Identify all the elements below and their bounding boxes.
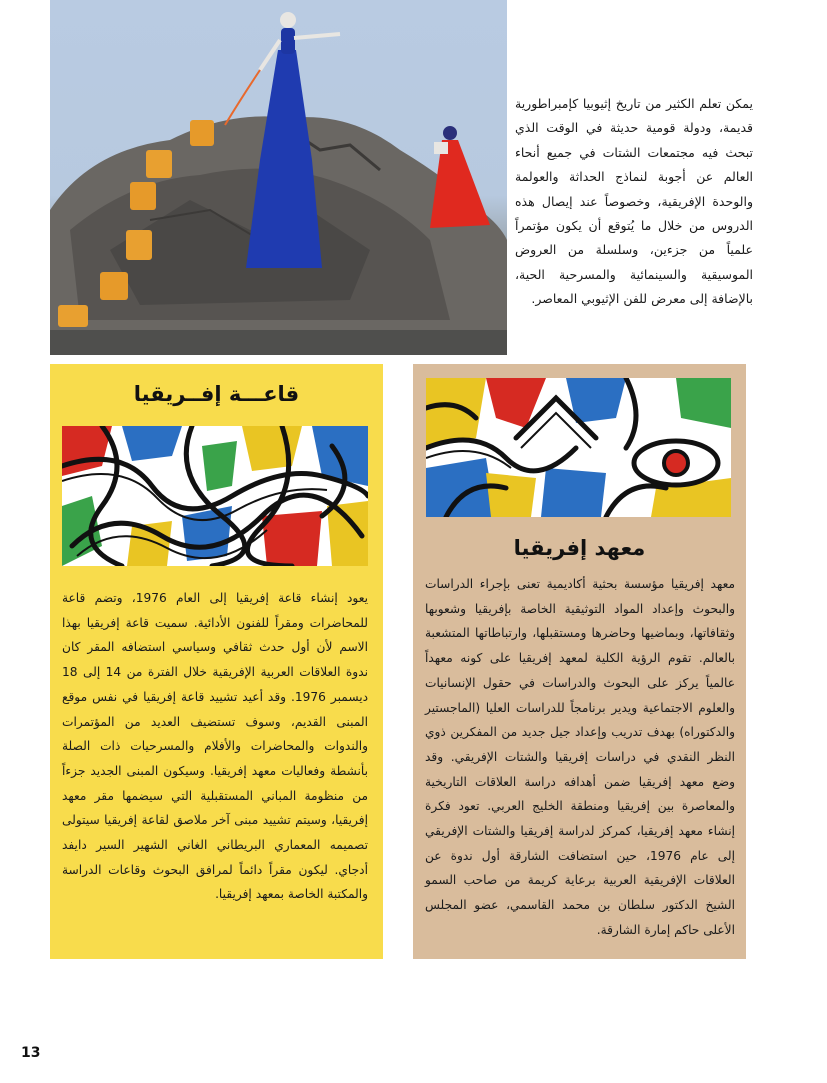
africa-hall-artwork: [62, 426, 368, 566]
africa-hall-panel: [50, 364, 383, 959]
abstract-face-image: [426, 378, 731, 517]
photo-scene: [50, 0, 507, 355]
cover-photograph: [50, 0, 507, 355]
africa-institute-title: معهد إفريقيا: [513, 536, 646, 560]
africa-hall-title: قاعـــة إفــريقيا: [133, 382, 300, 406]
africa-institute-artwork: [426, 378, 731, 517]
page-number: 13: [21, 1045, 41, 1061]
africa-hall-body: يعود إنشاء قاعة إفريقيا إلى العام 1976، وتضم قاعة للمحاضرات ومقراً للفنون الأدائية. سميت قاعة إفريقيا بهذا الاسم لأن أول حدث ثقافي وسياسي استضافه المقر كان ندوة العلاقات العربية الإفريقية خلال الفترة من 14 إلى 18 ديسمبر 1976. وقد أعيد تشييد قاعة إفريقيا في نفس موقع المبنى القديم، وسوف تستضيف العديد من المؤتمرات والندوات والمحاضرات والأفلام والمسرحيات ذات الصلة بأنشطة وفعاليات معهد إفريقيا. وسيكون المبنى الجديد جزءاً من منظومة المباني المستقبلية التي سيضمها مقر معهد إفريقيا، وسيتم تشييد مبنى آخر ملاصق لقاعة إفريقيا سيتولى تصميمه المعماري البريطاني الغاني الشهير السير دايفد أدجاي. ليكون مقراً دائماً لمرافق البحوث وقاعات الدراسة والمكتبة الخاصة بمعهد إفريقيا.: [62, 591, 369, 902]
africa-institute-panel: [413, 364, 746, 959]
abstract-pattern-image: [62, 426, 368, 566]
intro-paragraph: يمكن تعلم الكثير من تاريخ إثيوبيا كإمبراطورية قديمة، ودولة قومية حديثة في الوقت الذي تبحث فيه مجتمعات الشتات في جميع أنحاء العالم عن أجوبة لنماذج الحداثة والعولمة والوحدة الإفريقية، وخصوصاً عند إيصال هذه الدروس من خلال ما يُتوقع أن يكون مؤتمراً علمياً من جزءين، وسلسلة من العروض الموسيقية والسينمائية والمسرحية الحية، بالإضافة إلى معرض للفن الإثيوبي المعاصر.: [515, 96, 753, 307]
africa-institute-body: معهد إفريقيا مؤسسة بحثية أكاديمية تعنى بإجراء الدراسات والبحوث وإعداد المواد التوثيقية الخاصة بإفريقيا وشعوبها وثقافاتها، وبماضيها وحاضرها ومستقبلها، وارتباطاتها المتشعبة بالعالم. تقوم الرؤية الكلية لمعهد إفريقيا على كونه معهداً عالمياً يركز على البحوث والدراسات في حقول الإنسانيات والعلوم الاجتماعية ويدير برنامجاً للدراسات العليا (الماجستير والدكتوراه) بهدف تدريب وإعداد جيل جديد من المفكرين ذوي النظر النقدي في دراسات إفريقيا والشتات الإفريقي. وقد وضع معهد إفريقيا ضمن أهدافه دراسة العلاقات التاريخية والمعاصرة بين إفريقيا ومنطقة الخليج العربي. تعود فكرة إنشاء معهد إفريقيا، كمركز لدراسة إفريقيا والشتات الإفريقي إلى عام 1976، حين استضافت الشارقة أول ندوة عن العلاقات الإفريقية العربية برعاية كريمة من صاحب السمو الشيخ الدكتور سلطان بن محمد القاسمي، عضو المجلس الأعلى حاكم إمارة الشارقة.: [425, 577, 736, 937]
